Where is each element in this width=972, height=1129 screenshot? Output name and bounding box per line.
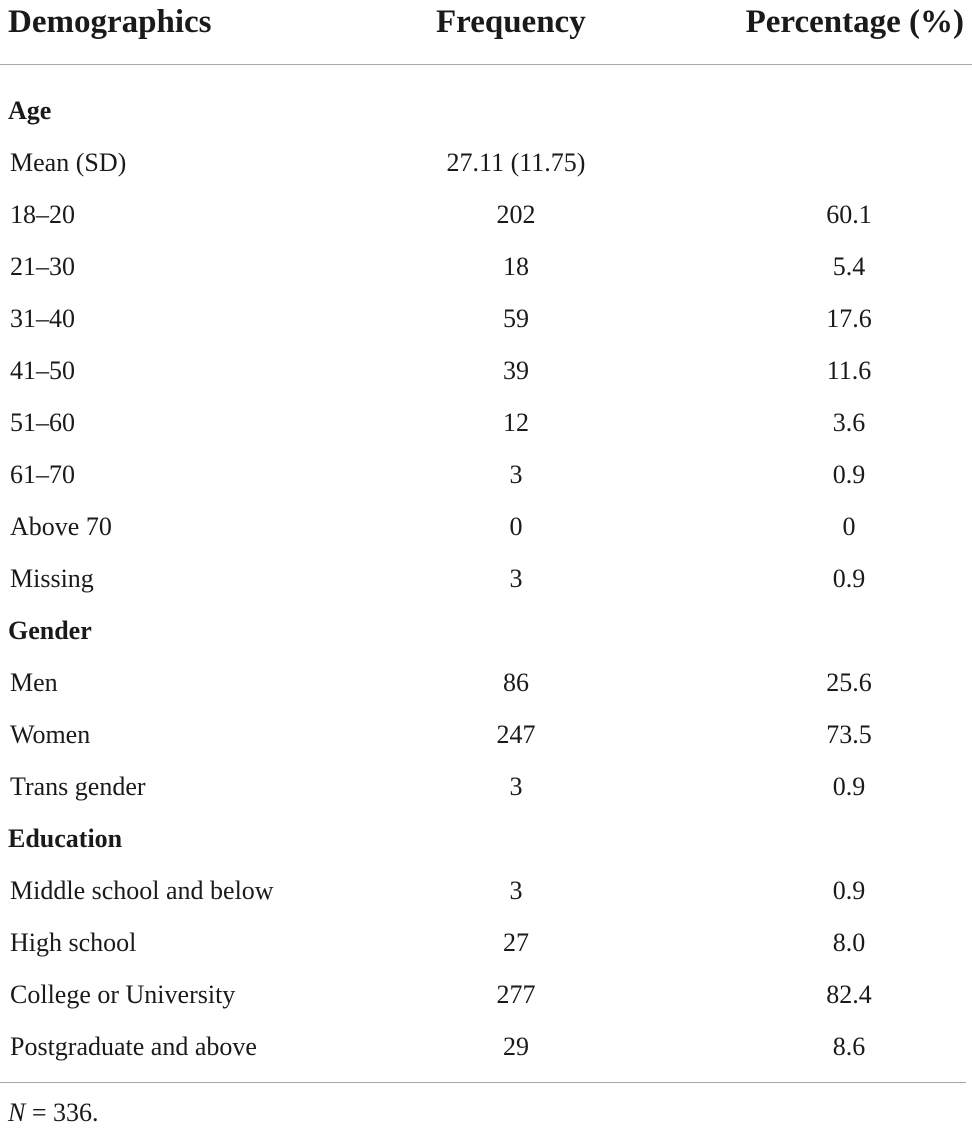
percentage-cell: 73.5 bbox=[826, 720, 872, 749]
row-label: 31–40 bbox=[10, 304, 75, 333]
percentage-cell: 82.4 bbox=[826, 980, 872, 1009]
frequency-cell: 86 bbox=[503, 668, 529, 697]
percentage-cell: 0.9 bbox=[832, 564, 866, 593]
table-footnote bbox=[8, 1098, 99, 1128]
table-row bbox=[0, 191, 972, 243]
frequency-cell: 0 bbox=[509, 512, 523, 541]
table-row bbox=[0, 867, 972, 919]
table-row bbox=[0, 451, 972, 503]
percentage-cell: 5.4 bbox=[832, 252, 866, 281]
section-header-row bbox=[0, 607, 972, 659]
frequency-cell: 277 bbox=[496, 980, 536, 1009]
frequency-cell: 29 bbox=[503, 1032, 529, 1061]
table-row bbox=[0, 1023, 972, 1075]
table-row bbox=[0, 503, 972, 555]
row-label: 51–60 bbox=[10, 408, 75, 437]
section-label: Education bbox=[8, 824, 123, 853]
percentage-cell: 0 bbox=[842, 512, 856, 541]
row-label: 21–30 bbox=[10, 252, 75, 281]
table-header-row bbox=[0, 0, 972, 65]
table-row bbox=[0, 659, 972, 711]
header-percentage: Percentage (%) bbox=[745, 4, 964, 40]
table-row bbox=[0, 243, 972, 295]
percentage-cell: 11.6 bbox=[826, 356, 872, 385]
row-label: Middle school and below bbox=[10, 876, 274, 905]
frequency-cell: 247 bbox=[496, 720, 536, 749]
table-bottom-rule bbox=[0, 1082, 966, 1083]
section-header-row bbox=[0, 87, 972, 139]
table-row bbox=[0, 763, 972, 815]
footnote-text: = 336. bbox=[25, 1098, 99, 1127]
percentage-cell: 0.9 bbox=[832, 876, 866, 905]
frequency-cell: 3 bbox=[509, 876, 523, 905]
percentage-cell: 0.9 bbox=[832, 460, 866, 489]
table-row bbox=[0, 347, 972, 399]
table-row bbox=[0, 919, 972, 971]
frequency-cell: 59 bbox=[503, 304, 529, 333]
section-label: Gender bbox=[8, 616, 92, 645]
frequency-cell: 39 bbox=[503, 356, 529, 385]
frequency-cell: 3 bbox=[509, 564, 523, 593]
frequency-cell: 12 bbox=[503, 408, 529, 437]
row-label: 61–70 bbox=[10, 460, 75, 489]
section-header-row bbox=[0, 815, 972, 867]
table-row bbox=[0, 971, 972, 1023]
percentage-cell: 25.6 bbox=[826, 668, 872, 697]
header-demographics: Demographics bbox=[8, 4, 212, 40]
frequency-cell: 18 bbox=[503, 252, 529, 281]
percentage-cell: 8.0 bbox=[832, 928, 866, 957]
frequency-cell: 202 bbox=[496, 200, 536, 229]
table-row bbox=[0, 399, 972, 451]
frequency-cell: 3 bbox=[509, 772, 523, 801]
header-frequency: Frequency bbox=[436, 4, 586, 40]
row-label: 41–50 bbox=[10, 356, 75, 385]
percentage-cell: 0.9 bbox=[832, 772, 866, 801]
percentage-cell: 8.6 bbox=[832, 1032, 866, 1061]
table-row bbox=[0, 139, 972, 191]
frequency-cell: 27 bbox=[503, 928, 529, 957]
table-row bbox=[0, 295, 972, 347]
section-label: Age bbox=[8, 96, 52, 125]
table-row bbox=[0, 711, 972, 763]
row-label: Women bbox=[10, 720, 91, 749]
table-body bbox=[0, 87, 972, 1075]
row-label: Postgraduate and above bbox=[10, 1032, 257, 1061]
table-row bbox=[0, 555, 972, 607]
percentage-cell: 17.6 bbox=[826, 304, 872, 333]
percentage-cell: 3.6 bbox=[832, 408, 866, 437]
row-label: Mean (SD) bbox=[10, 148, 127, 177]
row-label: Above 70 bbox=[10, 512, 112, 541]
frequency-cell: 27.11 (11.75) bbox=[446, 148, 586, 177]
row-label: College or University bbox=[10, 980, 236, 1009]
footnote-n-symbol: N bbox=[8, 1098, 26, 1127]
row-label: Men bbox=[10, 668, 58, 697]
frequency-cell: 3 bbox=[509, 460, 523, 489]
row-label: Missing bbox=[10, 564, 94, 593]
row-label: 18–20 bbox=[10, 200, 75, 229]
percentage-cell: 60.1 bbox=[826, 200, 872, 229]
row-label: High school bbox=[10, 928, 137, 957]
row-label: Trans gender bbox=[10, 772, 146, 801]
